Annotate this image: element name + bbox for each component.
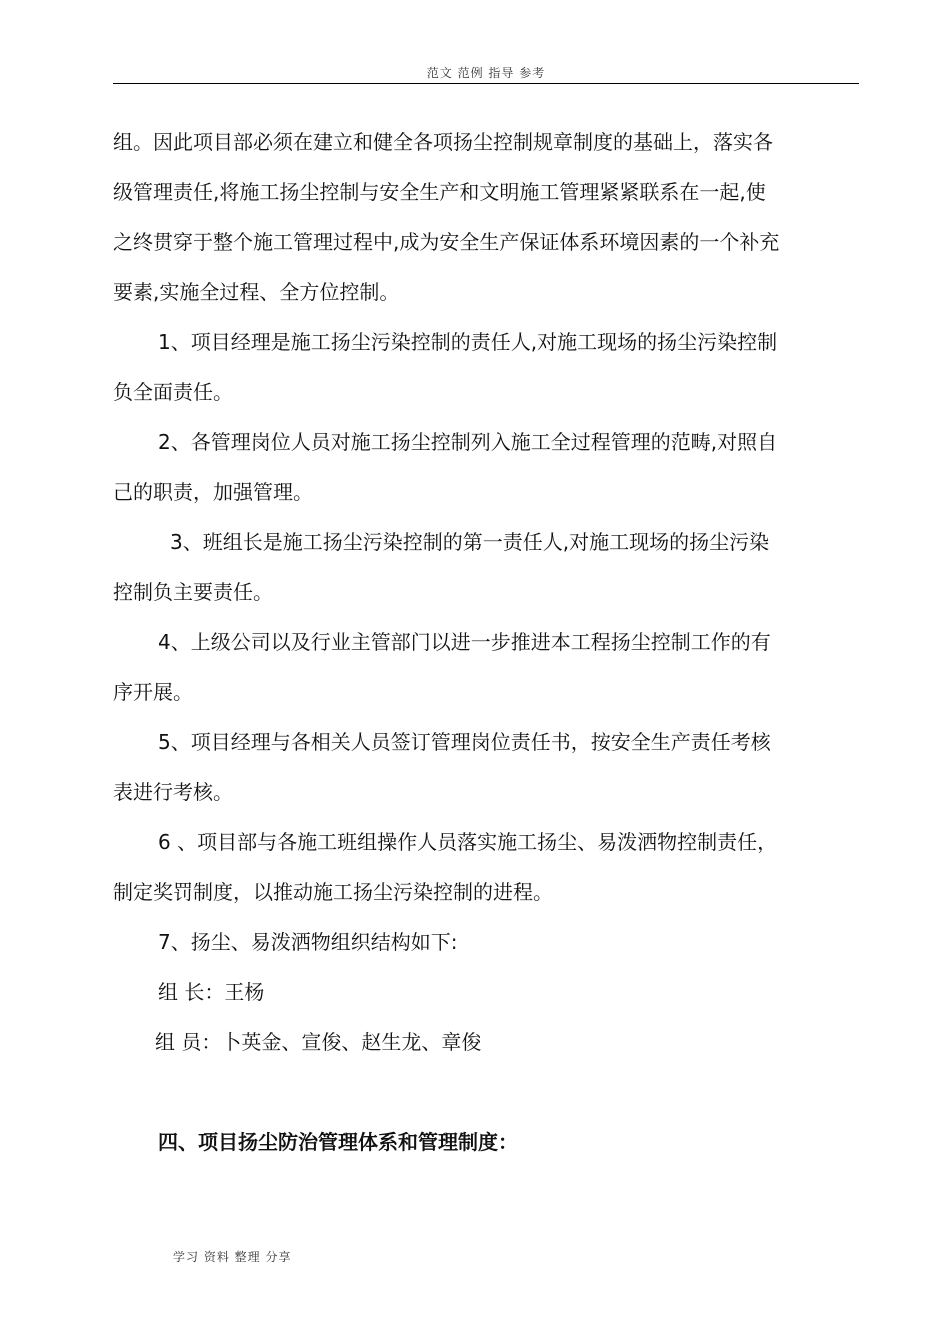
page-footer: 学习 资料 整理 分享	[173, 1250, 292, 1264]
list-item-5: 5、项目经理与各相关人员签订管理岗位责任书，按安全生产责任考核	[158, 730, 771, 754]
list-item-7: 7、扬尘、易泼洒物组织结构如下:	[158, 930, 458, 954]
paragraph-line: 组。因此项目部必须在建立和健全各项扬尘控制规章制度的基础上，落实各	[113, 130, 773, 154]
list-item-4: 4、上级公司以及行业主管部门以进一步推进本工程扬尘控制工作的有	[158, 630, 771, 654]
paragraph-line: 之终贯穿于整个施工管理过程中,成为安全生产保证体系环境因素的一个补充	[113, 230, 780, 254]
paragraph-line: 负全面责任。	[113, 380, 233, 404]
paragraph-line: 己的职责，加强管理。	[113, 480, 313, 504]
paragraph-line: 要素,实施全过程、全方位控制。	[113, 280, 400, 304]
list-item-1: 1、项目经理是施工扬尘污染控制的责任人,对施工现场的扬尘污染控制	[158, 330, 778, 354]
paragraph-line: 级管理责任,将施工扬尘控制与安全生产和文明施工管理紧紧联系在一起,使	[113, 180, 766, 204]
team-leader-line: 组 长：王杨	[158, 980, 265, 1004]
paragraph-line: 序开展。	[113, 680, 193, 704]
page-header: 范文 范例 指导 参考	[426, 66, 546, 80]
spacer	[113, 1067, 859, 1117]
list-item-6: 6 、项目部与各施工班组操作人员落实施工扬尘、易泼洒物控制责任，	[158, 830, 778, 854]
paragraph-line: 控制负主要责任。	[113, 580, 273, 604]
paragraph-line: 表进行考核。	[113, 780, 233, 804]
list-item-2: 2、各管理岗位人员对施工扬尘控制列入施工全过程管理的范畴,对照自	[158, 430, 778, 454]
paragraph-line: 制定奖罚制度，以推动施工扬尘污染控制的进程。	[113, 880, 553, 904]
section-heading: 四、项目扬尘防治管理体系和管理制度：	[158, 1130, 518, 1154]
team-members-line: 组 员：卜英金、宣俊、赵生龙、章俊	[155, 1030, 482, 1054]
list-item-3: 3、班组长是施工扬尘污染控制的第一责任人,对施工现场的扬尘污染	[170, 530, 770, 554]
header-divider	[113, 83, 859, 84]
document-body	[113, 117, 859, 1167]
